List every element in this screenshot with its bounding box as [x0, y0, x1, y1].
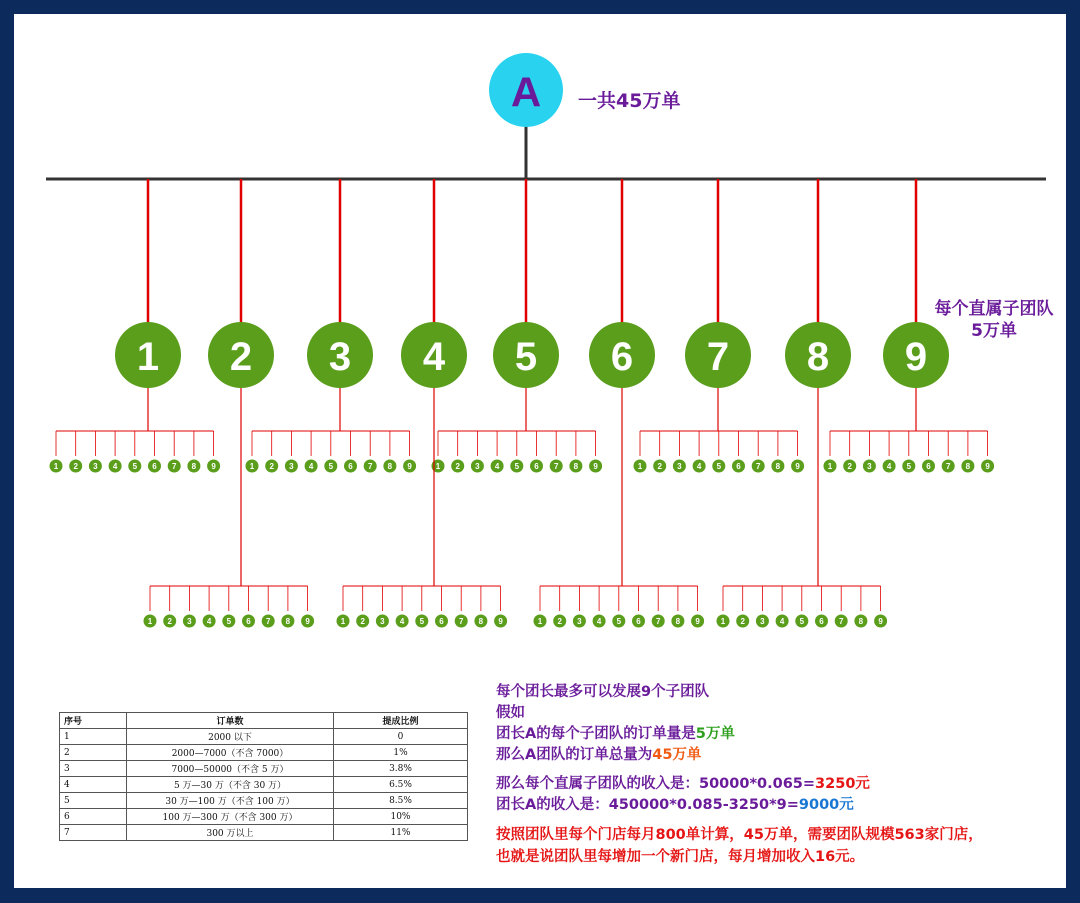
table-cell-rate: 1% — [334, 745, 468, 761]
small-node-label: 5 — [226, 617, 232, 626]
info-text: 团长A的收入是：450000*0.085-3250*9= — [496, 797, 799, 813]
small-node-label: 6 — [348, 462, 353, 471]
small-node-label: 5 — [328, 462, 334, 471]
team-node-number: 2 — [229, 335, 253, 379]
info-store-note — [496, 824, 1066, 868]
small-node-label: 9 — [211, 462, 216, 471]
info-text: 那么A团队的订单总量为 — [496, 747, 653, 763]
table-cell-orders: 7000—50000（不含 5 万） — [127, 761, 334, 777]
small-node-label: 1 — [249, 462, 255, 471]
table-cell-index: 6 — [60, 809, 127, 825]
info-line-suppose: 假如 — [496, 705, 525, 721]
info-line-max-teams: 每个团长最多可以发展9个子团队 — [496, 684, 710, 700]
team-node-number: 3 — [328, 335, 352, 379]
small-node-label: 5 — [616, 617, 622, 626]
explanation-text — [496, 682, 1066, 868]
small-node-label: 2 — [360, 617, 365, 626]
small-node-label: 5 — [514, 462, 520, 471]
small-node-label: 8 — [387, 462, 393, 471]
small-node-label: 6 — [736, 462, 741, 471]
info-line-total-orders — [496, 745, 1066, 766]
small-node-label: 4 — [206, 617, 212, 626]
small-node-label: 5 — [716, 462, 722, 471]
small-node-label: 7 — [553, 462, 559, 471]
table-cell-rate: 10% — [334, 809, 468, 825]
small-node-label: 6 — [439, 617, 444, 626]
team-node-number: 9 — [904, 335, 928, 379]
team-node-number: 8 — [806, 335, 830, 379]
small-node-label: 9 — [305, 617, 310, 626]
root-node-letter: A — [510, 68, 542, 116]
table-cell-orders: 2000—7000（不含 7000） — [127, 745, 334, 761]
small-node-label: 1 — [537, 617, 543, 626]
table-cell-rate: 0 — [334, 729, 468, 745]
small-node-label: 7 — [838, 617, 844, 626]
small-node-label: 6 — [246, 617, 251, 626]
small-node-label: 4 — [779, 617, 785, 626]
small-node-label: 8 — [573, 462, 579, 471]
small-node-label: 7 — [458, 617, 464, 626]
sub-team-caption — [920, 298, 1068, 342]
info-line-leader-income — [496, 795, 1066, 816]
small-node-label: 4 — [308, 462, 314, 471]
small-node-label: 8 — [965, 462, 971, 471]
info-line-sub-orders — [496, 724, 1066, 745]
small-node-label: 1 — [827, 462, 833, 471]
table-cell-rate: 3.8% — [334, 761, 468, 777]
table-cell-orders: 2000 以下 — [127, 729, 334, 745]
small-node-label: 4 — [399, 617, 405, 626]
table-row — [60, 729, 468, 745]
small-node-label: 8 — [675, 617, 681, 626]
table-cell-index: 4 — [60, 777, 127, 793]
table-cell-orders: 300 万以上 — [127, 825, 334, 841]
small-node-label: 7 — [755, 462, 761, 471]
small-node-label: 9 — [695, 617, 700, 626]
small-node-label: 9 — [985, 462, 990, 471]
small-node-label: 2 — [455, 462, 460, 471]
spacer — [496, 816, 1066, 824]
small-node-label: 8 — [858, 617, 864, 626]
table-cell-orders: 5 万—30 万（不含 30 万） — [127, 777, 334, 793]
table-row — [60, 761, 468, 777]
small-node-label: 8 — [191, 462, 197, 471]
table-row — [60, 745, 468, 761]
small-node-label: 9 — [407, 462, 412, 471]
small-node-label: 2 — [167, 617, 172, 626]
table-cell-rate: 11% — [334, 825, 468, 841]
small-node-label: 5 — [906, 462, 912, 471]
info-line-store-increase: 也就是说团队里每增加一个新门店，每月增加收入16元。 — [496, 849, 865, 865]
small-node-label: 3 — [677, 462, 682, 471]
small-node-label: 3 — [187, 617, 192, 626]
info-text: 团长A的每个子团队的订单量是 — [496, 726, 696, 742]
table-cell-rate: 6.5% — [334, 777, 468, 793]
team-node-number: 6 — [610, 335, 634, 379]
commission-rate-table — [59, 712, 468, 841]
info-value: 5万单 — [695, 726, 735, 742]
small-node-label: 6 — [636, 617, 641, 626]
small-node-label: 4 — [494, 462, 500, 471]
small-node-label: 5 — [799, 617, 805, 626]
small-node-label: 4 — [112, 462, 118, 471]
small-node-label: 2 — [557, 617, 562, 626]
small-node-label: 8 — [285, 617, 291, 626]
small-node-label: 9 — [593, 462, 598, 471]
small-node-label: 1 — [340, 617, 346, 626]
small-node-label: 3 — [475, 462, 480, 471]
small-node-label: 8 — [775, 462, 781, 471]
small-node-label: 1 — [147, 617, 153, 626]
table-cell-orders: 100 万—300 万（不含 300 万） — [127, 809, 334, 825]
table-row — [60, 825, 468, 841]
table-cell-index: 2 — [60, 745, 127, 761]
small-node-label: 3 — [760, 617, 765, 626]
small-node-label: 4 — [886, 462, 892, 471]
table-header-index: 序号 — [60, 713, 127, 729]
small-node-label: 7 — [367, 462, 373, 471]
small-node-label: 2 — [740, 617, 745, 626]
table-header-row — [60, 713, 468, 729]
small-node-label: 6 — [926, 462, 931, 471]
small-node-label: 3 — [289, 462, 294, 471]
small-node-label: 7 — [655, 617, 661, 626]
small-node-label: 1 — [720, 617, 726, 626]
spacer — [496, 766, 1066, 774]
team-node-number: 5 — [514, 335, 538, 379]
small-node-label: 9 — [795, 462, 800, 471]
team-node-number: 1 — [136, 335, 160, 379]
canvas — [14, 14, 1066, 888]
info-line-store-calc: 按照团队里每个门店每月800单计算，45万单，需要团队规模563家门店， — [496, 827, 983, 843]
small-node-label: 1 — [53, 462, 59, 471]
team-node-number: 7 — [706, 335, 730, 379]
info-value: 3250元 — [815, 776, 870, 792]
table-header-orders: 订单数 — [127, 713, 334, 729]
small-node-label: 7 — [171, 462, 177, 471]
table-cell-index: 1 — [60, 729, 127, 745]
small-node-label: 5 — [132, 462, 138, 471]
sub-team-caption-line2: 5万单 — [971, 321, 1017, 341]
table-header-rate: 提成比例 — [334, 713, 468, 729]
team-node-number: 4 — [422, 335, 446, 379]
small-node-label: 9 — [878, 617, 883, 626]
info-line-sub-income — [496, 774, 1066, 795]
small-node-label: 1 — [637, 462, 643, 471]
small-node-label: 7 — [265, 617, 271, 626]
info-text: 那么每个直属子团队的收入是：50000*0.065= — [496, 776, 816, 792]
small-node-label: 2 — [847, 462, 852, 471]
small-node-label: 9 — [498, 617, 503, 626]
sub-team-caption-line1: 每个直属子团队 — [934, 299, 1054, 319]
small-node-label: 4 — [596, 617, 602, 626]
small-node-label: 6 — [534, 462, 539, 471]
table-cell-rate: 8.5% — [334, 793, 468, 809]
small-node-label: 3 — [93, 462, 98, 471]
table-cell-index: 5 — [60, 793, 127, 809]
small-node-label: 2 — [73, 462, 78, 471]
table-row — [60, 777, 468, 793]
info-value: 45万单 — [652, 747, 702, 763]
table-cell-index: 7 — [60, 825, 127, 841]
small-node-label: 2 — [657, 462, 662, 471]
root-total-label: 一共45万单 — [578, 90, 681, 112]
table-row — [60, 809, 468, 825]
small-node-label: 6 — [819, 617, 824, 626]
small-node-label: 5 — [419, 617, 425, 626]
small-node-label: 2 — [269, 462, 274, 471]
small-node-label: 8 — [478, 617, 484, 626]
table-cell-orders: 30 万—100 万（不含 100 万） — [127, 793, 334, 809]
info-value: 9000元 — [798, 797, 854, 813]
small-node-label: 1 — [435, 462, 441, 471]
small-node-label: 7 — [945, 462, 951, 471]
table-cell-index: 3 — [60, 761, 127, 777]
small-node-label: 4 — [696, 462, 702, 471]
table-row — [60, 793, 468, 809]
small-node-label: 3 — [577, 617, 582, 626]
small-node-label: 6 — [152, 462, 157, 471]
small-node-label: 3 — [867, 462, 872, 471]
small-node-label: 3 — [380, 617, 385, 626]
